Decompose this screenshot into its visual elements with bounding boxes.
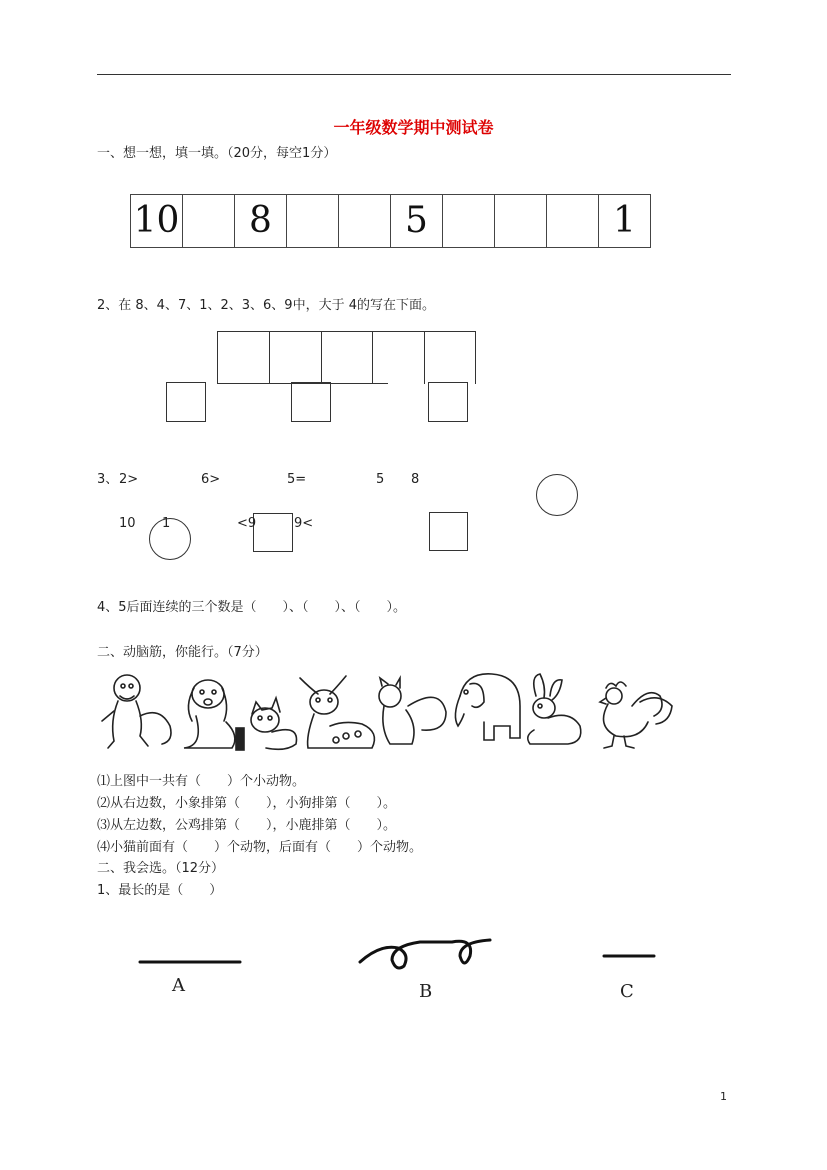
answer-box-row xyxy=(217,331,476,384)
answer-box[interactable] xyxy=(166,382,206,422)
compare-expr: <9 xyxy=(237,516,257,531)
section2-question: ⑵从右边数，小象排第（ ），小狗排第（ ）。 xyxy=(97,796,397,811)
compare-expr: 1 xyxy=(162,516,171,531)
option-label: B xyxy=(419,981,433,1002)
section3-heading: 二、我会选。（12分） xyxy=(97,861,225,876)
number-cell[interactable]: 1 xyxy=(599,195,651,247)
answer-circle[interactable] xyxy=(536,474,578,516)
page-number: 1 xyxy=(720,1090,727,1103)
answer-box[interactable] xyxy=(429,512,468,551)
deer-icon xyxy=(300,676,374,748)
compare-expr: 6> xyxy=(201,472,221,487)
compare-expr: 9< xyxy=(294,516,314,531)
option-label: C xyxy=(620,981,634,1002)
compare-expr: 8 xyxy=(411,472,420,487)
squirrel-icon xyxy=(379,678,446,744)
section2-question: ⑴上图中一共有（ ）个小动物。 xyxy=(97,774,306,789)
answer-box[interactable] xyxy=(253,513,293,552)
monkey-icon xyxy=(102,675,171,748)
answer-box[interactable] xyxy=(428,382,468,422)
q3-label: 3、 xyxy=(97,472,119,487)
rabbit-icon xyxy=(528,674,581,744)
compare-expr: 2> xyxy=(119,472,139,487)
elephant-icon xyxy=(455,674,520,740)
option-label: A xyxy=(172,975,185,996)
number-cell[interactable]: 10 xyxy=(131,195,183,247)
lines-illustration xyxy=(130,930,670,970)
number-cell[interactable]: 5 xyxy=(391,195,443,247)
number-cell[interactable] xyxy=(183,195,235,247)
compare-expr: 5 xyxy=(376,472,385,487)
dog-icon xyxy=(184,680,244,750)
section2-heading: 二、动脑筋，你能行。（7分） xyxy=(97,645,268,660)
number-cell[interactable] xyxy=(443,195,495,247)
compare-expr: 5= xyxy=(287,472,307,487)
section2-question: ⑷小猫前面有（ ）个动物，后面有（ ）个动物。 xyxy=(97,840,423,855)
answer-box[interactable] xyxy=(291,382,331,422)
section2-question: ⑶从左边数，公鸡排第（ ），小鹿排第（ ）。 xyxy=(97,818,397,833)
cat-icon xyxy=(251,698,297,749)
number-cell[interactable] xyxy=(339,195,391,247)
number-cell[interactable] xyxy=(287,195,339,247)
q4-text: 4、5后面连续的三个数是（ ）、（ ）、（ ）。 xyxy=(97,600,407,615)
line-b xyxy=(360,940,490,968)
number-cell[interactable] xyxy=(547,195,599,247)
number-cell[interactable]: 8 xyxy=(235,195,287,247)
rooster-icon xyxy=(600,682,672,748)
q2-text: 2、在 8、4、7、1、2、3、6、9中，大于 4的写在下面。 xyxy=(97,298,435,313)
animals-illustration xyxy=(100,666,676,756)
page-title: 一年级数学期中测试卷 xyxy=(333,118,494,137)
compare-expr: 10 xyxy=(119,516,136,531)
section3-q1: 1、最长的是（ ） xyxy=(97,883,223,898)
section1-heading: 一、想一想，填一填。（20分，每空1分） xyxy=(97,146,337,161)
number-cell[interactable] xyxy=(495,195,547,247)
header-rule xyxy=(97,74,731,75)
answer-circle[interactable] xyxy=(149,518,191,560)
number-sequence-row xyxy=(130,194,651,248)
